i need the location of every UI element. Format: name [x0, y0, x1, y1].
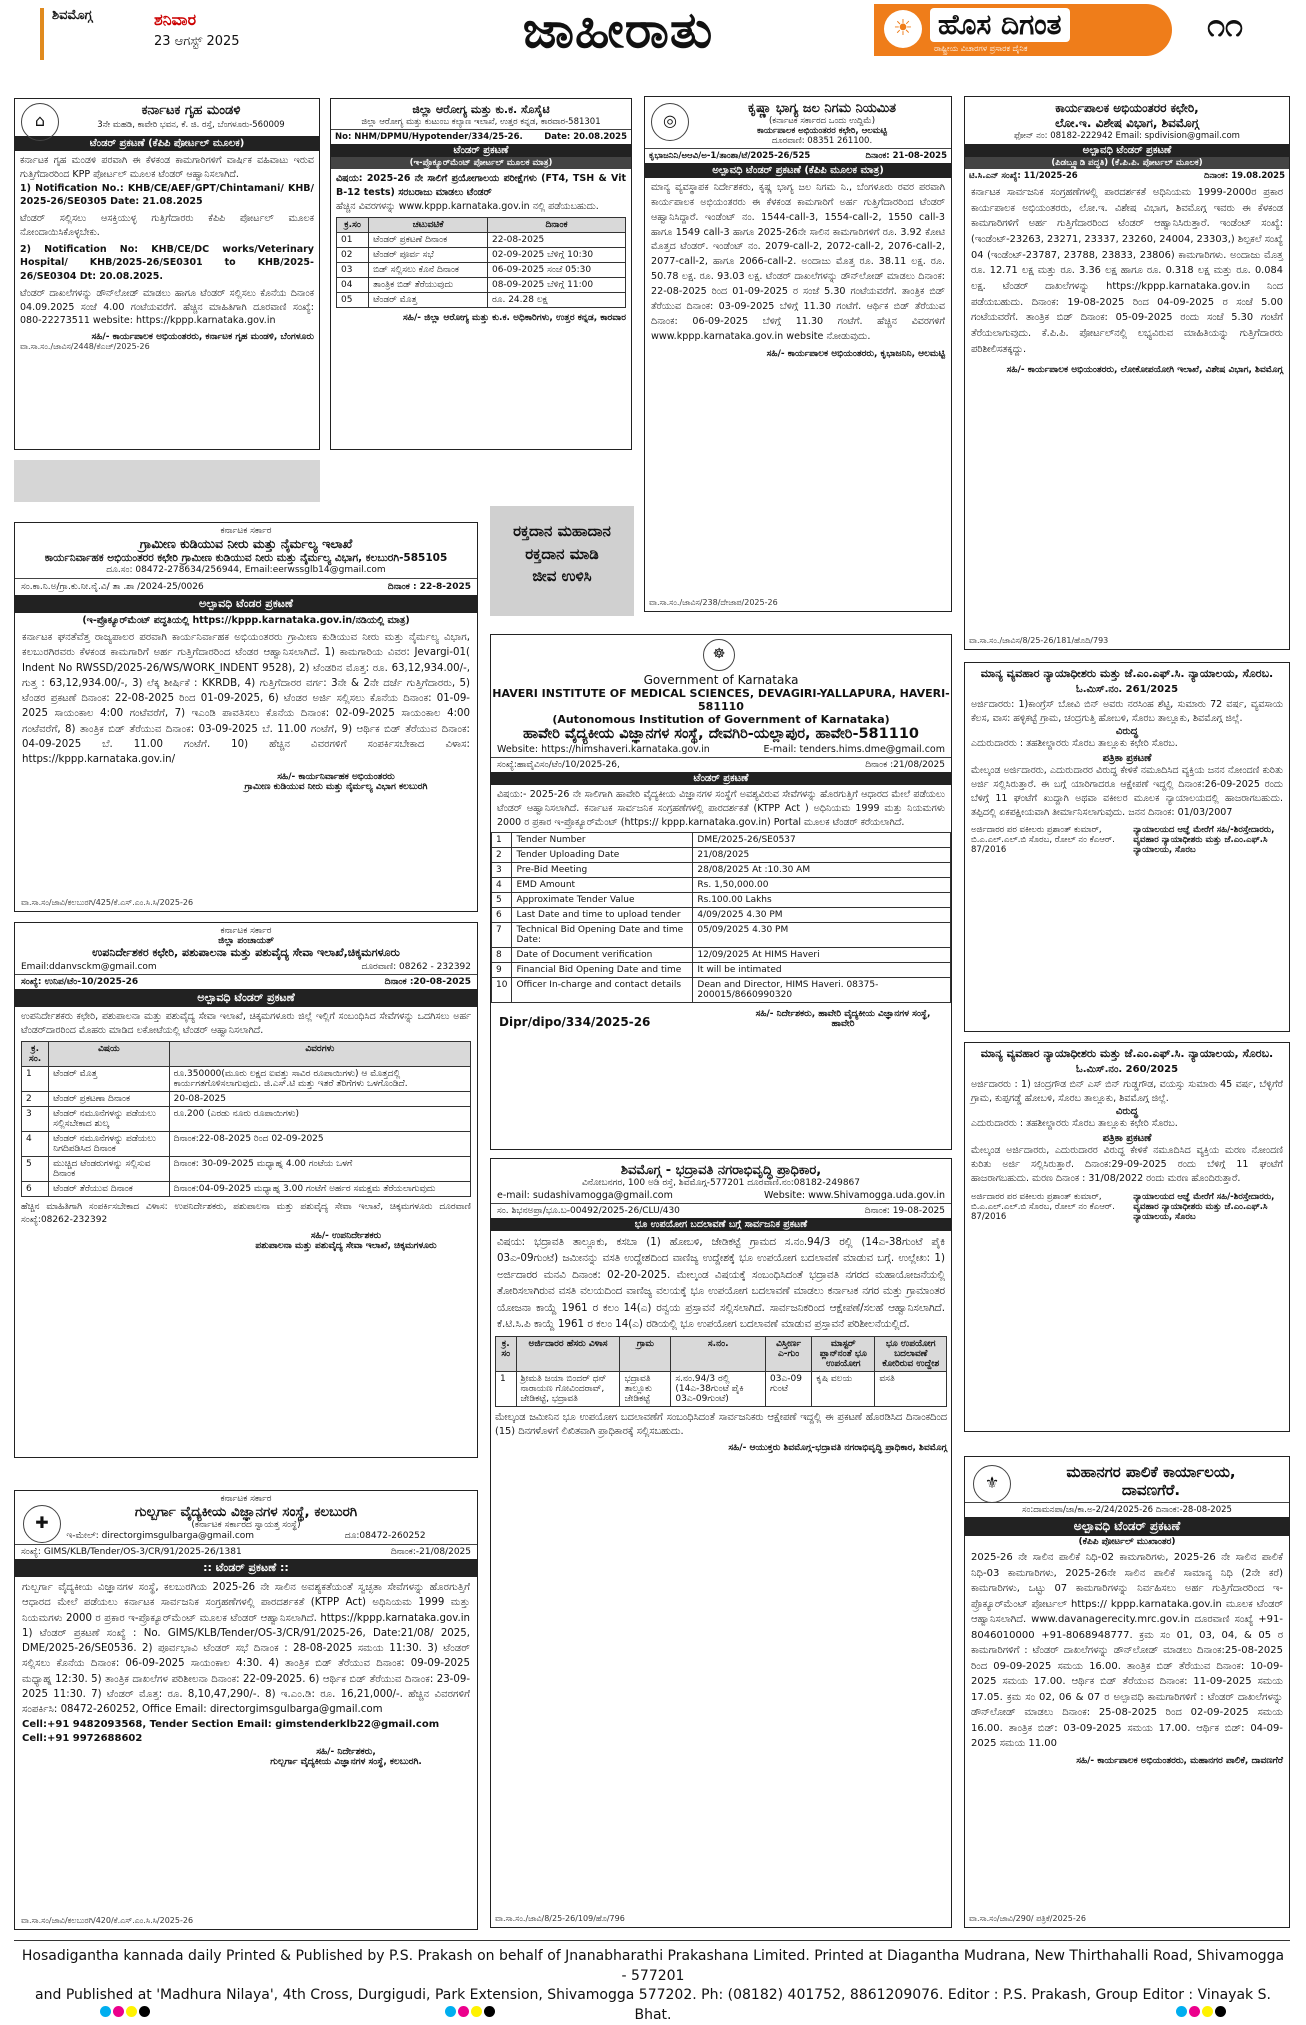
ad-title: ಕರ್ನಾಟಕ ಗೃಹ ಮಂಡಳಿ	[141, 103, 241, 118]
ad-gims-kalaburagi	[14, 1490, 478, 1930]
ad-bar: ಟೆಂಡರ್ ಪ್ರಕಟಣೆ (ಕೆಪಿಪಿ ಪೋರ್ಟಲ್ ಮೂಲಕ)	[15, 136, 319, 151]
table-row	[492, 908, 951, 923]
header-city: ಶಿವಮೊಗ್ಗ	[52, 8, 93, 23]
ad-title: ಕಾರ್ಯಪಾಲಕ ಅಭಿಯಂತರರ ಕಛೇರಿ,	[1055, 101, 1199, 115]
ad-bar: ಟೆಂಡರ್ ಪ್ರಕಟಣೆ	[331, 144, 631, 157]
ad-ref: ಸಂಖ್ಯೆ: ಉನಿಪ/ಟೆಂ-10/2025-26	[21, 977, 139, 987]
table-cell: 1	[492, 833, 512, 848]
gims-logo-icon: ✚	[23, 1505, 61, 1543]
ad-ref: ಸಂಖ್ಯೆ:ಹಾವೈವಿಸಂ/ಟೆಂ/10/2025-26,	[497, 760, 620, 770]
ad-office: ಕಾರ್ಯಪಾಲಕ ಅಭಿಯಂತರರ ಕಛೇರಿ, ಆಲಮಟ್ಟಿ	[757, 126, 887, 136]
ad-address: ವಿನೋಬನಗರ, 100 ಅಡಿ ರಸ್ತೆ, ಶಿವಮೊಗ್ಗ-577201 ದೂರವಾಣಿ.ನಂ:08182-249867	[581, 1178, 861, 1188]
table-cell: ಚಟುವಟಿಕೆ	[369, 218, 488, 233]
ad-ref-bottom: Dipr/dipo/334/2025-26	[499, 1015, 651, 1030]
table-cell: ಮಾಸ್ಟರ್ ಪ್ಲಾನ್‌ನಂತೆ ಭೂ ಉಪಯೋಗ	[812, 1336, 875, 1371]
table-cell: ಕ್ರ. ಸಂ	[496, 1336, 517, 1371]
ad-signature: ಸಹಿ/- ಕಾರ್ಯಪಾಲಕ ಅಭಿಯಂತರರು, ಕೃಭಾಜನಿನಿ, ಆಲಮಟ್ಟಿ	[766, 349, 945, 360]
ad-sub: (ಕರ್ನಾಟಕ ಸರ್ಕಾರದ ಸ್ವಾಯತ್ತ ಸಂಸ್ಥೆ)	[191, 1520, 301, 1530]
ad-office: ಕಾರ್ಯನಿರ್ವಾಹಕ ಅಭಿಯಂತರರ ಕಛೇರಿ ಗ್ರಾಮೀಣ ಕುಡಿಯುವ ನೀರು ಮತ್ತು ನೈರ್ಮಲ್ಯ ವಿಭಾಗ, ಕಲಬುರಗಿ-585105	[44, 552, 448, 564]
imprint-line-2: and Published at 'Madhura Nilaya', 4th Cross, Durgigudi, Park Extension, Shivamogga 577202. Ph: (08182) 401752, 8861209076. Editor : P.S. Prakash, Group Editor : Vinayak S. Bhat.	[35, 1987, 1271, 2023]
ad-body: 2025-26 ನೇ ಸಾಲಿನ ಪಾಲಿಕೆ ನಿಧಿ-02 ಕಾಮಗಾರಿಗಳು, 2025-26 ನೇ ಸಾಲಿನ ಪಾಲಿಕೆ ನಿಧಿ-03 ಕಾಮಗಾರಿಗಳು, 2025-26ನೇ ಸಾಲಿನ ಪಾಲಿಕೆ ಸಾಮಾನ್ಯ ನಿಧಿ (2ನೇ ಕರೆ) ಕಾಮಗಾರಿಗಳು, ಒಟ್ಟು 07 ಕಾಮಗಾರಿಗಳನ್ನು ನಿರ್ವಹಿಸಲು ಅರ್ಹ ಗುತ್ತಿಗೆದಾರರಿಂದ ಇ-ಪ್ರೊಕ್ಯೂರ್‌ಮೆಂಟ್ ಪೋರ್ಟಲ್ https:// kppp.karnataka.gov.in ಮೂಲಕ ಟೆಂಡರ್ ಆಹ್ವಾನಿಸಲಾಗಿದೆ. www.davanagerecity.mrc.gov.in ದೂರವಾಣಿ ಸಂಖ್ಯೆ +91-8046010000 +91-8068948777. ಕ್ರಮ ಸಂ 01, 03, 04, & 05 ರ ಕಾಮಗಾರಿಗಳಿಗೆ : ಟೆಂಡರ್ ದಾಖಲೆಗಳನ್ನು ಡೌನ್‌ಲೋಡ್ ಮಾಡಲು ದಿನಾಂಕ:25-08-2025 ರಿಂದ 09-09-2025 ಸಮಯ 16.00. ತಾಂತ್ರಿಕ ಬಿಡ್ ತೆರೆಯುವ ದಿನಾಂಕ: 10-09-2025 ಸಮಯ 17.00. ಆರ್ಥಿಕ ಬಿಡ್ ತೆರೆಯುವ ದಿನಾಂಕ: 11-09-2025 ಸಮಯ 17.05. ಕ್ರಮ ಸಂ 02, 06 & 07 ರ ಅಲ್ಪಾವಧಿ ಕಾಮಗಾರಿಗಳಿಗೆ : ಟೆಂಡರ್ ದಾಖಲೆಗಳನ್ನು ಡೌನ್‌ಲೋಡ್ ಮಾಡಲು ದಿನಾಂಕ: 25-08-2025 ರಿಂದ 02-09-2025 ಸಮಯ 16.00. ತಾಂತ್ರಿಕ ಬಿಡ್: 03-09-2025 ಸಮಯ 17.00. ಆರ್ಥಿಕ ಬಿಡ್: 04-09-2025 ಸಮಯ 11.00	[971, 1552, 1283, 1749]
table-cell: Rs.100.00 Lakhs	[693, 893, 951, 908]
table-cell: 7	[492, 923, 512, 948]
table-cell: ದಿನಾಂಕ: 30-09-2025 ಮಧ್ಯಾಹ್ನ 4.00 ಗಂಟೆಯ ಒಳಗೆ	[169, 1156, 470, 1181]
table-cell: Pre-Bid Meeting	[512, 863, 693, 878]
ad-housing-board	[14, 98, 320, 450]
housing-board-logo-icon: ⌂	[21, 103, 59, 141]
table-cell: 12/09/2025 At HIMS Haveri	[693, 948, 951, 963]
table-row	[337, 248, 626, 263]
table-cell: ವಿಷಯ	[49, 1041, 170, 1066]
table-row	[22, 1041, 471, 1066]
ad-animal-husbandry	[14, 922, 478, 1458]
table-cell: 3	[22, 1106, 49, 1131]
table-row	[337, 278, 626, 293]
ad-kbjnl	[644, 96, 952, 612]
ad-ref-bottom: ವಾ.ಸಾ.ಸಂ/ಜಾವಿ/ಕಲಬುರಗಿ/420/ಕೆ.ಎಸ್.ಎಂ.ಸಿ.ಸಿ/2025-26	[21, 1916, 194, 1925]
ad-contact: Cell:+91 9482093568, Tender Section Email: gimstenderklb22@gmail.com	[22, 1718, 440, 1730]
tender-table	[491, 832, 951, 1003]
page-number: ೧೧	[1207, 6, 1243, 44]
registration-dot	[1176, 2006, 1187, 2017]
table-cell: Financial Bid Opening Date and time	[512, 963, 693, 978]
ad-phone: ದೂರವಾಣಿ: 08262 - 232392	[361, 962, 471, 972]
versus: ವಿರುದ್ಧ	[1115, 725, 1139, 737]
table-row	[22, 1181, 471, 1196]
ad-ref: ಸಂ.ಕಾ.ನಿ.ಅ/ಗ್ರಾ.ಕು.ನೀ.ನೈ.ವಿ/ ತಾ .ಶಾ /2024-25/0026	[21, 582, 204, 592]
table-cell: ಭೂ ಉಪಯೋಗ ಬದಲಾವಣೆ ಕೋರಿರುವ ಉದ್ದೇಶ	[875, 1336, 947, 1371]
ad-body-2: ಮೇಲ್ಕಂಡ ಜಮೀನಿನ ಭೂ ಉಪಯೋಗ ಬದಲಾವಣೆಗೆ ಸಂಬಂಧಿಸಿದಂತೆ ಸಾರ್ವಜನಿಕರು ಆಕ್ಷೇಪಣೆ ಇದ್ದಲ್ಲಿ ಈ ಪ್ರಕಟಣೆ ಹೊರಡಿಸಿದ ದಿನಾಂಕದಿಂದ (15) ದಿನಗಳೊಳಗೆ ಲಿಖಿತವಾಗಿ ಪ್ರಾಧಿಕಾರಕ್ಕೆ ಸಲ್ಲಿಸಬಹುದು.	[495, 1411, 947, 1438]
ad-ref: ವಾ.ಸಾ.ಸಂ./ಜಾವಿಸ/2448/ಕೆಎಚ್/2025-26	[20, 342, 150, 352]
table-cell: 6	[492, 908, 512, 923]
table-cell: 1	[22, 1066, 49, 1091]
ad-court-261	[964, 662, 1290, 1032]
table-cell: Technical Bid Opening Date and time Date:	[512, 923, 693, 948]
ad-gov: Government of Karnataka	[643, 673, 799, 687]
brand-logo	[874, 4, 1172, 56]
ad-title: ಗ್ರಾಮೀಣ ಕುಡಿಯುವ ನೀರು ಮತ್ತು ನೈರ್ಮಲ್ಯ ಇಲಾಖೆ	[139, 536, 353, 551]
table-cell: 4	[22, 1131, 49, 1156]
header-date-block	[40, 8, 260, 60]
ad-note: ಹೆಚ್ಚಿನ ಮಾಹಿತಿಗಾಗಿ ಸಂಪರ್ಕಿಸಬೇಕಾದ ವಿಳಾಸ: ಉಪನಿರ್ದೇಶಕರು, ಪಶುಪಾಲನಾ ಮತ್ತು ಪಶುವೈದ್ಯ ಸೇವಾ ಇಲಾಖೆ, ಚಿಕ್ಕಮಗಳೂರು ದೂರವಾಣಿ ಸಂಖ್ಯೆ:08262-232392	[21, 1201, 471, 1225]
table-row	[492, 978, 951, 1003]
ad-office: ಉಪನಿರ್ದೇಶಕರ ಕಛೇರಿ, ಪಶುಪಾಲನಾ ಮತ್ತು ಪಶುವೈದ್ಯ ಸೇವಾ ಇಲಾಖೆ,ಚಿಕ್ಕಮಗಳೂರು	[92, 946, 400, 959]
table-cell: ಗ್ರಾಮ	[620, 1336, 671, 1371]
ad-phone: ದೂ:08472-260252	[344, 1531, 426, 1541]
blood-line-1: ರಕ್ತದಾನ ಮಹಾದಾನ	[513, 522, 611, 540]
ad-title: ಶಿವಮೊಗ್ಗ - ಭದ್ರಾವತಿ ನಗರಾಭಿವೃದ್ಧಿ ಪ್ರಾಧಿಕಾರ,	[620, 1163, 822, 1178]
registration-dot	[1215, 2006, 1226, 2017]
petitioner: ಅರ್ಜಿದಾರರು: 1)ಕಾಂಗ್ರೆಸ್ ಬೋವಿ ಬಿನ್ ಅವರು ನರಸಿಂಹ ಶೆಟ್ಟಿ, ಸುಮಾರು 72 ವರ್ಷ, ವ್ಯವಸಾಯ ಕೆಲಸ, ವಾಸ: ಹಳ್ಳಿಕಟ್ಟೆ ಗ್ರಾಮ, ಚಂದ್ರಗುತ್ತಿ ಹೋಬಳಿ, ಸೊರಬ ತಾಲ್ಲೂಕು, ಶಿವಮೊಗ್ಗ ಜಿಲ್ಲೆ.	[971, 699, 1283, 724]
registration-dot	[445, 2006, 456, 2017]
ad-signature: ಸಹಿ/- ನಿರ್ದೇಶಕರು,	[316, 1746, 376, 1757]
ad-title: ಮಾನ್ಯ ವ್ಯವಹಾರ ನ್ಯಾಯಾಧೀಶರು ಮತ್ತು ಜೆ.ಎಂ.ಎಫ್.ಸಿ. ನ್ಯಾಯಾಲಯ, ಸೊರಬ.	[980, 1047, 1274, 1060]
ad-email: e-mail: sudashivamogga@gmail.com	[497, 1190, 673, 1201]
ad-gov: ಕರ್ನಾಟಕ ಸರ್ಕಾರ	[220, 926, 272, 936]
ad-bar-sub: (ಇ-ಪ್ರೊಕ್ಯೂರ್‌ಮೆಂಟ್ ಪದ್ಧತಿಯಲ್ಲಿ https://kppp.karnataka.gov.in/ನಡಿಯಲ್ಲಿ ಮಾತ್ರ)	[82, 615, 410, 626]
ad-gov: ಕರ್ನಾಟಕ ಸರ್ಕಾರ	[220, 526, 272, 536]
ad-filler: ಟೆಂಡರ್ ಸಲ್ಲಿಸಲು ಆಸಕ್ತಿಯುಳ್ಳ ಗುತ್ತಿಗೆದಾರರು ಕೆಪಿಪಿ ಪೋರ್ಟಲ್ ಮೂಲಕ ನೋಂದಾಯಿಸಿಕೊಳ್ಳಬೇಕು.	[20, 213, 314, 238]
ad-signature: ಸಹಿ/- ಕಾರ್ಯಪಾಲಕ ಅಭಿಯಂತರರು, ಕರ್ನಾಟಕ ಗೃಹ ಮಂಡಳಿ, ಬೆಂಗಳೂರು	[91, 332, 314, 343]
ad-bar-sub: (ಪಿಡಬ್ಲ್ಯೂಡಿ ಪದ್ಧತಿ) (ಕೆ.ಪಿ.ಪಿ. ಪೋರ್ಟಲ್ ಮೂಲಕ)	[965, 157, 1289, 169]
blood-line-2: ರಕ್ತದಾನ ಮಾಡಿ	[525, 544, 599, 563]
ad-body: ಮಾನ್ಯ ವ್ಯವಸ್ಥಾಪಕ ನಿರ್ದೇಶಕರು, ಕೃಷ್ಣ ಭಾಗ್ಯ ಜಲ ನಿಗಮ ನಿ., ಬೆಂಗಳೂರು ರವರ ಪರವಾಗಿ ಕಾರ್ಯಪಾಲಕ ಅಭಿಯಂತರರು ಈ ಕೆಳಕಂಡ ಕಾಮಗಾರಿಗೆ ಅರ್ಹ ಗುತ್ತಿಗೆದಾರರಿಂದ ಟೆಂಡರ್ ಆಹ್ವಾನಿಸಿದ್ದಾರೆ. ಇಂಡೆಂಟ್ ನಂ. 1544-call-3, 1554-call-2, 1550 call-3 ಹಾಗೂ 1549 call-3 ಹಾಗೂ 2025-26ನೇ ಸಾಲಿನ ಕಾಮಗಾರಿಗಳಿಗೆ ರೂ. 3.92 ಕೋಟಿ ಮೊತ್ತದ ಟೆಂಡರ್. ಇಂಡೆಂಟ್ ನಂ. 2079-call-2, 2072-call-2, 2076-call-2, 2077-call-2, ಹಾಗೂ 2066-call-2. ಅಂದಾಜು ಮೊತ್ತ ರೂ. 38.11 ಲಕ್ಷ. ರೂ. 50.78 ಲಕ್ಷ. ರೂ. 93.03 ಲಕ್ಷ. ಟೆಂಡರ್ ದಾಖಲೆಗಳನ್ನು ಡೌನ್‌ಲೋಡ್ ಮಾಡಲು ದಿನಾಂಕ: 22-08-2025 ರಿಂದ 01-09-2025 ರ ಸಂಜೆ 5.30 ಗಂಟೆಯವರೆಗೆ. ತಾಂತ್ರಿಕ ಬಿಡ್ ತೆರೆಯುವ ದಿನಾಂಕ: 03-09-2025 ಬೆಳಿಗ್ಗೆ 11.30 ಗಂಟೆಗೆ. ಆರ್ಥಿಕ ಬಿಡ್ ತೆರೆಯುವ ದಿನಾಂಕ: 06-09-2025 ಬೆಳಿಗ್ಗೆ 11.30 ಗಂಟೆಗೆ. ಹೆಚ್ಚಿನ ವಿವರಗಳಿಗೆ www.kppp.karnataka.gov.in website ನೋಡುವುದು.	[651, 182, 945, 342]
table-cell: Dean and Director, HIMS Haveri. 08375- 200015/8660990320	[693, 978, 951, 1003]
ad-contact: ದೂ.ಸಂ: 08472-278634/256944, Email:eerwssglb14@gmail.com	[106, 565, 386, 575]
ad-title: HAVERI INSTITUTE OF MEDICAL SCIENCES, DEVAGIRI-YALLAPURA, HAVERI-581110	[492, 687, 950, 713]
ad-ref-bottom: ವಾ.ಸಾ.ಸಂ./ಜಾವಿ/8/25-26/109/ಹೊ/796	[495, 1914, 625, 1923]
ad-hims-haveri	[490, 634, 952, 1150]
table-cell: Officer In-charge and contact details	[512, 978, 693, 1003]
ad-email: E-mail: tenders.hims.dme@gmail.com	[763, 744, 945, 755]
table-cell: 03	[337, 263, 369, 278]
ad-signature: ಸಹಿ/- ಉಪನಿರ್ದೇಶಕರು	[310, 1230, 382, 1241]
notice-heading: ಪತ್ರಿಕಾ ಪ್ರಕಟಣೆ	[1102, 753, 1152, 765]
blood-line-3: ಜೀವ ಉಳಿಸಿ	[532, 567, 592, 585]
table-cell: ಟೆಂಡರ್ ನಮೂನೆಗಳನ್ನು ಪಡೆಯಲು ನಿಗದಿಪಡಿಸಿದ ದಿನಾಂಕ	[49, 1131, 170, 1156]
registration-marks-center	[445, 2002, 497, 2014]
table-cell: ಕೃಷಿ ವಲಯ	[812, 1371, 875, 1406]
case-number: ಓ.ಮಿಸ್.ನಂ. 260/2025	[1075, 1064, 1179, 1075]
table-cell: 2	[492, 848, 512, 863]
table-cell: ಬಿಡ್ ಸಲ್ಲಿಸಲು ಕೊನೆ ದಿನಾಂಕ	[369, 263, 488, 278]
notice-body: ಮೇಲ್ಕಂಡ ಅರ್ಜಿದಾರರು, ಎದುರುದಾರರ ವಿರುದ್ಧ ಕೇಳಿಕೆ ನಮೂದಿಸಿದ ವ್ಯಕ್ತಿಯ ಮರಣ ನೋಂದಣಿ ಕುರಿತು ಅರ್ಜಿ ಸಲ್ಲಿಸಿರುತ್ತಾರೆ. ದಿನಾಂಕ:29-09-2025 ರಂದು ಬೆಳಿಗ್ಗೆ 11 ಘಂಟೆಗೆ ಹಾಜರಾಗಬಹುದು. ಮರಣ ದಿನಾಂಕ : 31/08/2022 ರಂದು ಮರಣ ಹೊಂದಿರುತ್ತಾರೆ.	[971, 1145, 1283, 1184]
table-cell: ದಿನಾಂಕ	[487, 218, 625, 233]
ad-davanagere-corporation	[964, 1456, 1290, 1928]
table-cell: 03ಎ-09 ಗುಂಟೆ	[766, 1371, 812, 1406]
table-cell: Tender Number	[512, 833, 693, 848]
table-cell: ಟೆಂಡರ್ ತೆರೆಯುವ ದಿನಾಂಕ	[49, 1181, 170, 1196]
ad-title-kn: ಹಾವೇರಿ ವೈದ್ಯಕೀಯ ವಿಜ್ಞಾನಗಳ ಸಂಸ್ಥೆ, ದೇವಗಿರಿ-ಯಲ್ಲಾಪುರ, ಹಾವೇರಿ-581110	[523, 726, 919, 742]
table-cell: 1	[496, 1371, 517, 1406]
table-cell: 10	[492, 978, 512, 1003]
table-cell: ದಿನಾಂಕ:04-09-2025 ಮಧ್ಯಾಹ್ನ 3.00 ಗಂಟೆಗೆ ಅರ್ಹರ ಸಮಕ್ಷಮ ತೆರೆಯಲಾಗುವುದು	[169, 1181, 470, 1196]
ad-email: ಇ-ಮೇಲ್: directorgimsgulbarga@gmail.com	[66, 1531, 255, 1541]
ad-title: ಮಾನ್ಯ ವ್ಯವಹಾರ ನ್ಯಾಯಾಧೀಶರು ಮತ್ತು ಜೆ.ಎಂ.ಎಫ್.ಸಿ. ನ್ಯಾಯಾಲಯ, ಸೊರಬ.	[980, 667, 1274, 680]
notice-heading: ಪತ್ರಿಕಾ ಪ್ರಕಟಣೆ	[1102, 1133, 1152, 1145]
imprint-line-1: Hosadigantha kannada daily Printed & Published by P.S. Prakash on behalf of Jnanabharathi Prakashana Limited. Printed at Diagantha Mudrana, New Thirthahalli Road, Shivamogga - 577201	[21, 1948, 1285, 1984]
imprint	[20, 1947, 1286, 2025]
ad-sub: (ಕರ್ನಾಟಕ ಸರ್ಕಾರದ ಒಂದು ಉದ್ದಿಮೆ)	[768, 116, 876, 126]
brand-name: ಹೊಸ ದಿಗಂತ	[930, 8, 1070, 42]
ad-bar: :: ಟೆಂಡರ್ ಪ್ರಕಟಣೆ ::	[15, 1559, 477, 1577]
table-cell: 06-09-2025 ಸಂಜೆ 05:30	[487, 263, 625, 278]
ad-court-260	[964, 1042, 1290, 1432]
ad-signature: ಸಹಿ/- ಕಾರ್ಯನಿರ್ವಾಹಕ ಅಭಿಯಂತರರು	[277, 771, 395, 782]
table-cell: Date of Document verification	[512, 948, 693, 963]
ad-rdws-kalaburagi	[14, 522, 478, 912]
ad-sub: ಜಿಲ್ಲಾ ಪಂಚಾಯತ್	[218, 936, 274, 946]
ad-bar: ಭೂ ಉಪಯೋಗ ಬದಲಾವಣೆ ಬಗ್ಗೆ ಸಾರ್ವಜನಿಕ ಪ್ರಕಟಣೆ	[491, 1218, 951, 1231]
ad-date: Date: 20.08.2025	[544, 132, 627, 142]
ad-body: ಕರ್ನಾಟಕ ಸಾರ್ವಜನಿಕ ಸಂಗ್ರಹಣೆಗಳಲ್ಲಿ ಪಾರದರ್ಶಕತೆ ಅಧಿನಿಯಮ 1999-2000ರ ಪ್ರಕಾರ ಕಾರ್ಯಪಾಲಕ ಅಭಿಯಂತರರು, ಲೋ.ಇ. ವಿಶೇಷ ವಿಭಾಗ, ಶಿವಮೊಗ್ಗ ಇವರು ಈ ಕೆಳಕಂಡ ಕಾಮಗಾರಿಗಳಿಗೆ ಅರ್ಹ ಗುತ್ತಿಗೆದಾರರಿಂದ ಟೆಂಡರ್ ಆಹ್ವಾನಿಸಿರುತ್ತಾರೆ. ಇಂಡೆಂಟ್ ಸಂಖ್ಯೆ: (ಇಂಡೆಂಟ್-23263, 23271, 23337, 23260, 24004, 23303,) ಶಿಲ್ಪಕಲೆ ಸಂಖ್ಯೆ 04 (ಇಂಡೆಂಟ್-23787, 23788, 23833, 23806) ಕಾಮಗಾರಿಗಳು. ಅಂದಾಜು ಮೊತ್ತ ರೂ. 12.71 ಲಕ್ಷ ಮತ್ತು ರೂ. 3.36 ಲಕ್ಷ ಹಾಗೂ ರೂ. 0.318 ಲಕ್ಷ ಮತ್ತು ರೂ. 0.084 ಲಕ್ಷ. ಟೆಂಡರ್ ದಾಖಲೆಗಳನ್ನು https://kppp.karnataka.gov.in ನಿಂದ ಪಡೆಯಬಹುದು. ದಿನಾಂಕ: 19-08-2025 ರಿಂದ 04-09-2025 ರ ಸಂಜೆ 5.00 ಗಂಟೆಯವರೆಗೆ. ತಾಂತ್ರಿಕ ಬಿಡ್ ದಿನಾಂಕ: 05-09-2025 ರಂದು ಸಂಜೆ 5.30 ಗಂಟೆಗೆ ತೆರೆಯಲಾಗುವುದು. ಕೆ.ಪಿ.ಪಿ. ಪೋರ್ಟಲ್‌ನಲ್ಲಿ ಲಭ್ಯವಿರುವ ಮಾಹಿತಿಯನ್ನು ಗುತ್ತಿಗೆದಾರರು ಪರಿಶೀಲಿಸತಕ್ಕದ್ದು.	[971, 187, 1283, 355]
table-row	[492, 923, 951, 948]
case-number: ಓ.ಮಿಸ್.ನಂ. 261/2025	[1075, 684, 1179, 695]
ad-subject: ವಿಷಯ: 2025-26 ನೇ ಸಾಲಿಗೆ ಪ್ರಯೋಗಾಲಯ ಪರೀಕ್ಷೆಗಳು (FT4, TSH & Vit B-12 tests) ಸರಬರಾಜು ಮಾಡಲು ಟೆಂಡರ್	[336, 173, 626, 198]
ad-sub: ಜಿಲ್ಲಾ ಆರೋಗ್ಯ ಮತ್ತು ಕುಟುಂಬ ಕಲ್ಯಾಣ ಇಲಾಖೆ, ಉತ್ತರ ಕನ್ನಡ, ಕಾರವಾರ-581301	[361, 117, 601, 127]
ad-body: ಹೆಚ್ಚಿನ ವಿವರಗಳನ್ನು www.kppp.karnataka.gov.in ನಲ್ಲಿ ಪಡೆಯಬಹುದು.	[336, 200, 599, 212]
table-cell: EMD Amount	[512, 878, 693, 893]
schedule-table	[21, 1041, 471, 1197]
table-row	[337, 218, 626, 233]
ad-date: ದಿನಾಂಕ:-21/08/2025	[390, 1547, 471, 1557]
ad-phone: ಫೋನ್ ನಂ: 08182-222942 Email: spdivision@gmail.com	[1014, 131, 1240, 141]
table-cell: ಕ್ರ. ಸಂ.	[22, 1041, 49, 1066]
ad-bar: ಅಲ್ಪಾವಧಿ ಟೆಂಡರ್ ಪ್ರಕಟಣೆ (ಕೆಪಿಪಿ ಮೂಲಕ ಮಾತ್ರ)	[645, 163, 951, 178]
ad-ref-bottom: ವಾ.ಸಾ.ಸಂ./ಜಾವಿಸ/238/ದೇಜಾಪ/2025-26	[649, 598, 778, 607]
ad-address: 3ನೇ ಮಹಡಿ, ಕಾವೇರಿ ಭವನ, ಕೆ. ಜಿ. ರಸ್ತೆ, ಬೆಂಗಳೂರು-560009	[97, 120, 285, 130]
table-row	[492, 863, 951, 878]
advocate-signature: ಅರ್ಜಿದಾರರ ಪರ ವಕೀಲರು ಪ್ರಶಾಂತ್ ಕುಮಾರ್, ಬಿ.ಎ.ಎಲ್.ಎಲ್.ಬಿ ಸೊರಬ, ರೋಲ್ ನಂ ಕೆಎಆರ್. 87/2016	[971, 825, 1115, 856]
karnataka-emblem-icon: ☸	[703, 639, 735, 671]
ad-body: ವಿಷಯ: ಭದ್ರಾವತಿ ತಾಲ್ಲೂಕು, ಕಸಬಾ (1) ಹೋಬಳಿ, ಜೇಡಿಕಟ್ಟೆ ಗ್ರಾಮದ ಸ.ನಂ.94/3 ರಲ್ಲಿ (14ಎ-38ಗುಂಟೆ ಪೈಕಿ 03ಎ-09ಗುಂಟೆ) ಜಮೀನನ್ನು ವಸತಿ ಉದ್ದೇಶದಿಂದ ವಾಣಿಜ್ಯ ಉದ್ದೇಶಕ್ಕೆ ಭೂ ಉಪಯೋಗ ಬದಲಾವಣೆ ಮಾಡುವ ಬಗ್ಗೆ. ಉಲ್ಲೇಖ: 1) ಅರ್ಜಿದಾರರ ಮನವಿ ದಿನಾಂಕ: 02-20-2025. ಮೇಲ್ಕಂಡ ವಿಷಯಕ್ಕೆ ಸಂಬಂಧಿಸಿದಂತೆ ಭದ್ರಾವತಿ ನಗರದ ಮಹಾಯೋಜನೆಯಲ್ಲಿ ತೋರಿಸಲಾಗಿರುವ ವಸತಿ ವಲಯದಿಂದ ವಾಣಿಜ್ಯ ವಲಯಕ್ಕೆ ಭೂ ಉಪಯೋಗ ಬದಲಾವಣೆ ಮಾಡಲು ಕರ್ನಾಟಕ ನಗರ ಮತ್ತು ಗ್ರಾಮಾಂತರ ಯೋಜನಾ ಕಾಯ್ದೆ 1961 ರ ಕಲಂ 14(ಎ) ರನ್ವಯ ಪ್ರಸ್ತಾವನೆ ಸಲ್ಲಿಸಲಾಗಿದೆ. ಸಾರ್ವಜನಿಕರಿಂದ ಆಕ್ಷೇಪಣೆ/ಸಲಹೆ ಆಹ್ವಾನಿಸಲಾಗಿದೆ. ಕೆ.ಟಿ.ಸಿ.ಪಿ ಕಾಯ್ದೆ 1961 ರ ಕಲಂ 14(ಎ) ರಡಿಯಲ್ಲಿ ಭೂ ಉಪಯೋಗ ಬದಲಾವಣೆ ಮಾಡುವ ಪ್ರಸ್ತಾವನೆ ಪರಿಶೀಲನೆಯಲ್ಲಿದೆ.	[497, 1236, 945, 1331]
table-row	[22, 1106, 471, 1131]
ad-date: ದಿನಾಂಕ : 22-8-2025	[387, 582, 471, 592]
ad-ref: ಸಂಖ್ಯೆ: GIMS/KLB/Tender/OS-3/CR/91/2025-26/1381	[21, 1547, 242, 1557]
table-cell: 01	[337, 233, 369, 248]
table-row	[492, 878, 951, 893]
respondent: ಎದುರುದಾರರು : ತಹಶೀಲ್ದಾರರು ಸೊರಬ ತಾಲ್ಲೂಕು ಕಛೇರಿ ಸೊರಬ.	[971, 737, 1178, 749]
table-row	[492, 848, 951, 863]
ad-ref: ಸಂ:ದಾಮನಪಾ/ಜಾ/ಕಾ.ಅ-2/24/2025-26 ದಿನಾಂಕ:-28-08-2025	[965, 1502, 1289, 1517]
table-cell: ದಿನಾಂಕ:22-08-2025 ರಿಂದ 02-09-2025	[169, 1131, 470, 1156]
ad-bar: ಅಲ್ಪಾವಧಿ ಟೆಂಡರ್ ಪ್ರಕಟಣೆ	[965, 144, 1289, 157]
table-cell: ರೂ.200 (ಎರಡು ನೂರು ರೂಪಾಯಿಗಳು)	[169, 1106, 470, 1131]
ad-body: ಉಪನಿರ್ದೇಶಕರು ಕಛೇರಿ, ಪಶುಪಾಲನಾ ಮತ್ತು ಪಶುವೈದ್ಯ ಸೇವಾ ಇಲಾಖೆ, ಚಿಕ್ಕಮಗಳೂರು ಜಿಲ್ಲೆ ಇಲ್ಲಿಗೆ ಸಂಬಂಧಿಸಿದ ಸೇವೆಗಳನ್ನು ಒದಗಿಸಲು ಅರ್ಹ ಟೆಂಡರ್‌ದಾರರಿಂದ ಮೊಹರು ಮಾಡಿದ ಲಕೋಟೆಯಲ್ಲಿ ಟೆಂಡರ್ ಆಹ್ವಾನಿಸಲಾಗಿದೆ.	[21, 1011, 471, 1036]
table-row	[496, 1371, 947, 1406]
registration-dot	[484, 2006, 495, 2017]
ad-website: Website: https://himshaveri.karnataka.gov.in	[497, 744, 710, 755]
ad-date: ದಿನಾಂಕ: 19.08.2025	[1204, 171, 1285, 181]
header-date: 23 ಆಗಸ್ಟ್ 2025	[154, 34, 240, 49]
footer-divider	[14, 1940, 1290, 1941]
registration-marks-right	[1176, 2002, 1228, 2014]
table-cell: It will be intimated	[693, 963, 951, 978]
ad-title: ಗುಲ್ಬರ್ಗಾ ವೈದ್ಯಕೀಯ ವಿಜ್ಞಾನಗಳ ಸಂಸ್ಥೆ, ಕಲಬುರಗಿ	[134, 1504, 358, 1520]
table-cell: 05	[337, 293, 369, 308]
table-cell: ತಾಂತ್ರಿಕ ಬಿಡ್ ತೆರೆಯುವುದು	[369, 278, 488, 293]
ad-signature: ಸಹಿ/- ಕಾರ್ಯಪಾಲಕ ಅಭಿಯಂತರರು, ಮಹಾನಗರ ಪಾಲಿಕೆ, ದಾವಣಗೆರೆ	[1076, 1755, 1283, 1766]
kbjnl-logo-icon: ◎	[651, 103, 689, 141]
table-cell: 22-08-2025	[487, 233, 625, 248]
table-row	[492, 963, 951, 978]
ad-bar: ಅಲ್ಪಾವಧಿ ಟೆಂಡರ ಪ್ರಕಟಣೆ	[15, 595, 477, 613]
table-cell: 02-09-2025 ಬೆಳಿಗ್ಗೆ 10:30	[487, 248, 625, 263]
ad-signature: ಸಹಿ/- ಆಯುಕ್ತರು ಶಿವಮೊಗ್ಗ-ಭದ್ರಾವತಿ ನಗರಾಭಿವೃದ್ಧಿ ಪ್ರಾಧಿಕಾರ, ಶಿವಮೊಗ್ಗ	[728, 1443, 947, 1454]
ad-signature: ಸಹಿ/- ಕಾರ್ಯಪಾಲಕ ಅಭಿಯಂತರರು, ಲೋಕೋಪಯೋಗಿ ಇಲಾಖೆ, ವಿಶೇಷ ವಿಭಾಗ, ಶಿವಮೊಗ್ಗ	[1006, 365, 1283, 376]
table-cell: ಟೆಂಡರ್ ಮೊತ್ತ	[49, 1066, 170, 1091]
respondent: ಎದುರುದಾರರು : ತಹಶೀಲ್ದಾರರು ಸೊರಬ ತಾಲ್ಲೂಕು ಕಛೇರಿ ಸೊರಬ.	[971, 1117, 1178, 1129]
ad-title: ಮಹಾನಗರ ಪಾಲಿಕೆ ಕಾರ್ಯಾಲಯ,	[1066, 1463, 1236, 1481]
ad-body: ವಿಷಯ:- 2025-26 ನೇ ಸಾಲಿಗಾಗಿ ಹಾವೇರಿ ವೈದ್ಯಕೀಯ ವಿಜ್ಞಾನಗಳ ಸಂಸ್ಥೆಗೆ ಅವಶ್ಯವಿರುವ ಸೇವೆಗಳನ್ನು ಹೊರಗುತ್ತಿಗೆ ಆಧಾರದ ಮೇಲೆ ಪಡೆಯಲು ಟೆಂಡರ್ ಆಹ್ವಾನಿಸಲಾಗಿದೆ. ಕರ್ನಾಟಕ ಸಾರ್ವಜನಿಕ ಸಂಗ್ರಹಣೆಗಳಲ್ಲಿ ಪಾರದರ್ಶಕತೆ (KTPP Act ) ಅಧಿನಿಯಮ 1999 ಮತ್ತು ನಿಯಮಗಳು 2000 ರ ಪ್ರಕಾರ ಇ-ಪ್ರೊಕ್ಯೂರ್‌ಮೆಂಟ್ (https:// kppp.karnataka.gov.in) Portal ಮೂಲಕ ಟೆಂಡರ್ ಕರೆಯಲಾಗಿದೆ.	[497, 789, 945, 828]
court-signature: ನ್ಯಾಯಾಲಯದ ಆಜ್ಞೆ ಮೇರೆಗೆ ಸಹಿ/-ಶಿರಸ್ತೇದಾರರು, ವ್ಯವಹಾರ ನ್ಯಾಯಾಧೀಶರು ಮತ್ತು ಜೆ.ಎಂ.ಎಫ್.ಸಿ ನ್ಯಾಯಾಲಯ, ಸೊರಬ	[1133, 1191, 1275, 1222]
registration-dot	[139, 2006, 150, 2017]
table-cell: ಶ್ರೀಮತಿ ಜಯಾ ಬಿಂದರ್ ಧನ್ ನಾರಾಯಣ ಗೋವಿಂದರಾವ್, ಜೇಡಿಕಟ್ಟೆ, ಭದ್ರಾವತಿ	[516, 1371, 620, 1406]
table-cell: ಕ್ರ.ಸಂ	[337, 218, 369, 233]
table-cell: 6	[22, 1181, 49, 1196]
table-cell: ವಿವರಗಳು	[169, 1041, 470, 1066]
ad-body: ಗುಲ್ಬರ್ಗಾ ವೈದ್ಯಕೀಯ ವಿಜ್ಞಾನಗಳ ಸಂಸ್ಥೆ, ಕಲಬುರಗಿಯ 2025-26 ನೇ ಸಾಲಿನ ಅವಶ್ಯಕತೆಯಂತೆ ಸ್ವಚ್ಛತಾ ಸೇವೆಗಳನ್ನು ಹೊರಗುತ್ತಿಗೆ ಆಧಾರದ ಮೇಲೆ ಪಡೆಯಲು ಕರ್ನಾಟಕ ಸಾರ್ವಜನಿಕ ಸಂಗ್ರಹಣೆಗಳಲ್ಲಿ ಪಾರದರ್ಶಕತೆ (KTPP Act) ಅಧಿನಿಯಮ 1999 ಮತ್ತು ನಿಯಮಗಳು 2000 ರ ಪ್ರಕಾರ ಇ-ಪ್ರೊಕ್ಯೂರ್‌ಮೆಂಟ್ ಮೂಲಕ ಟೆಂಡರ್ ಆಹ್ವಾನಿಸಲಾಗಿದೆ. https://kppp.karnataka.gov.in 1) ಟೆಂಡರ್ ಪ್ರಕಟಣೆ ಸಂಖ್ಯೆ : No. GIMS/KLB/Tender/OS-3/CR/91/2025-26, Date:21/08/ 2025, DME/2025-26/SE0536. 2) ಪೂರ್ವಭಾವಿ ಟೆಂಡರ್ ಸಭೆ ದಿನಾಂಕ : 28-08-2025 ಸಮಯ 11:30. 3) ಟೆಂಡರ್ ಸಲ್ಲಿಸಲು ಕೊನೆಯ ದಿನಾಂಕ: 06-09-2025 ಸಾಯಂಕಾಲ 4:30. 4) ತಾಂತ್ರಿಕ ಬಿಡ್ ತೆರೆಯುವ ದಿನಾಂಕ: 09-09-2025 ಮಧ್ಯಾಹ್ನ 12:30. 5) ತಾಂತ್ರಿಕ ದಾಖಲೆಗಳ ಪರಿಶೀಲನಾ ದಿನಾಂಕ: 22-09-2025. 6) ಆರ್ಥಿಕ ಬಿಡ್ ತೆರೆಯುವ ದಿನಾಂಕ: 23-09-2025 11:30. 7) ಟೆಂಡರ್ ಮೊತ್ತ: ರೂ. 8,10,47,290/-. 8) ಇ.ಎಂ.ಡಿ: ರೂ. 16,21,000/-. ಹೆಚ್ಚಿನ ವಿವರಗಳಿಗೆ ಸಂಪರ್ಕಿಸಿ: 08472-260252, Office Email: directorgimsgulbarga@gmail.com	[22, 1582, 470, 1716]
table-cell: 4	[492, 878, 512, 893]
registration-dot	[458, 2006, 469, 2017]
ad-ref: ಟಿ.ಸಿ.ಎನ್ ಸಂಖ್ಯೆ: 11/2025-26	[969, 171, 1078, 181]
table-cell: ರೂ. 24.28 ಲಕ್ಷ	[487, 293, 625, 308]
table-cell: 28/08/2025 At :10.30 AM	[693, 863, 951, 878]
table-cell: ವಿಸ್ತೀರ್ಣ ಎ-ಗುಂ	[766, 1336, 812, 1371]
table-row	[22, 1156, 471, 1181]
ad-gov: ಕರ್ನಾಟಕ ಸರ್ಕಾರ	[220, 1494, 272, 1504]
ad-ref: No: NHM/DPMU/Hypotender/334/25-26.	[335, 132, 523, 142]
ad-ref: ಕೃಭಾಜನಿನಿ/ಅಆವಿ/ಅ-1/ತಾಂಶಾ/ಟೆ/2025-26/525	[649, 151, 811, 161]
ad-date: ದಿನಾಂಕ: 19-08-2025	[864, 1206, 945, 1216]
table-cell: 04	[337, 278, 369, 293]
ad-intro: ಕರ್ನಾಟಕ ಗೃಹ ಮಂಡಳಿ ಪರವಾಗಿ ಈ ಕೆಳಕಂಡ ಕಾಮಗಾರಿಗಳಿಗೆ ವಾರ್ಷಿಕ ವಹಿವಾಟು ಇರುವ ಗುತ್ತಿಗೆದಾರರಿಂದ KPP ಪೋರ್ಟಲ್ ಮೂಲಕ ಟೆಂಡರ್ ಆಹ್ವಾನಿಸಲಾಗಿದೆ.	[20, 155, 314, 180]
ad-body: ಕರ್ನಾಟಕ ಘನತೆವೆತ್ತ ರಾಜ್ಯಪಾಲರ ಪರವಾಗಿ ಕಾರ್ಯನಿರ್ವಾಹಕ ಅಭಿಯಂತರರು ಗ್ರಾಮೀಣ ಕುಡಿಯುವ ನೀರು ಮತ್ತು ನೈರ್ಮಲ್ಯ ವಿಭಾಗ, ಕಲಬುರಗಿರವರು ಕೆಳಕಂಡ ಕಾಮಗಾರಿಗೆ ಅರ್ಹ ಗುತ್ತಿಗೆದಾರರಿಂದ ಟೆಂಡರ ಆಹ್ವಾನಿಸಲಾಗಿದೆ. 1) ಕಾಮಗಾರಿಯ ವಿವರ: Jevargi-01( Indent No RWSSD/2025-26/WS/WORK_INDENT 9528), 2) ಟೆಂಡರಿನ ಮೊತ್ತ: ರೂ. 63,12,934.00/-, ಗುತ್ತ : 63,12,934.00/-, 3) ಲೆಕ್ಕ ಶೀರ್ಷಿಕೆ : KKRDB, 4) ಗುತ್ತಿಗೆದಾರರ ವರ್ಗ: 3ನೇ & 2ನೇ ದರ್ಜೆ ಗುತ್ತಿಗೆದಾರರು, 5) ಟೆಂಡರ ಪ್ರಕಟಣೆ ದಿನಾಂಕ: 22-08-2025 ರಿಂದ 01-09-2025, 6) ಟೆಂಡರ ಅರ್ಜಿ ಸಲ್ಲಿಸಲು ಕೊನೆಯ ದಿನಾಂಕ: 01-09-2025 ಸಾಯಂಕಾಲ 4:00 ಗಂಟೆವರೆಗೆ, 7) ಇಎಂಡಿ ಪಾವತಿಸಲು ಕೊನೆಯ ದಿನಾಂಕ: 02-09-2025 ಸಾಯಂಕಾಲ 4:00 ಗಂಟೆವರೆಗೆ, 8) ತಾಂತ್ರಿಕ ಬಿಡ್ ತೆರೆಯುವ ದಿನಾಂಕ: 03-09-2025 ಬೆ. 11.00 ಗಂಟೆಗೆ, 9) ಆರ್ಥಿಕ ಬಿಡ್ ತೆರೆಯುವ ದಿನಾಂಕ: 04-09-2025 ಬೆ. 11.00 ಗಂಟೆಗೆ. 10) ಹೆಚ್ಚಿನ ವಿವರಗಳಿಗೆ ಸಂಪರ್ಕಿಸಬೇಕಾದ ವಿಳಾಸ: https://kppp.karnataka.gov.in/	[22, 632, 470, 766]
table-cell: 8	[492, 948, 512, 963]
ad-ref-bottom: ವಾ.ಸಾ.ಸಂ/ಜಾವಿ/ಕಲಬುರಗಿ/425/ಕೆ.ಎಸ್.ಎಂ.ಸಿ.ಸಿ/2025-26	[21, 898, 194, 907]
table-cell: 02	[337, 248, 369, 263]
table-row	[492, 833, 951, 848]
ad-title: ಜಿಲ್ಲಾ ಆರೋಗ್ಯ ಮತ್ತು ಕು.ಕ. ಸೊಸೈಟಿ	[412, 103, 550, 116]
ad-signature-2: ಗ್ರಾಮೀಣ ಕುಡಿಯುವ ನೀರು ಮತ್ತು ನೈರ್ಮಲ್ಯ ವಿಭಾಗ ಕಲಬುರಗಿ	[244, 781, 428, 792]
table-cell: 3	[492, 863, 512, 878]
table-cell: ಟೆಂಡರ್ ಪ್ರಕಟಣೆ ದಿನಾಂಕ	[369, 233, 488, 248]
table-cell: ಟೆಂಡರ್ ಪ್ರಕಟಣಾ ದಿನಾಂಕ	[49, 1091, 170, 1106]
versus: ವಿರುದ್ಧ	[1115, 1105, 1139, 1117]
ad-pwd-special	[964, 96, 1290, 650]
corporation-emblem-icon: ⚜	[973, 1465, 1011, 1503]
ad-date: ದಿನಾಂಕ: 21-08-2025	[865, 151, 947, 161]
table-cell: 2	[22, 1091, 49, 1106]
table-cell: Rs. 1,50,000.00	[693, 878, 951, 893]
ad-bar-sub: (ಇ-ಪ್ರೊಕ್ಯೂರ್‌ಮೆಂಟ್ ಪೋರ್ಟಲ್ ಮೂಲಕ ಮಾತ್ರ)	[331, 157, 631, 169]
gray-placeholder	[14, 460, 320, 502]
registration-marks-left	[100, 2002, 152, 2014]
ad-website: Website: www.Shivamogga.uda.gov.in	[764, 1190, 945, 1201]
table-cell: 08-09-2025 ಬೆಳಿಗ್ಗೆ 11:00	[487, 278, 625, 293]
table-cell: ಭದ್ರಾವತಿ ತಾಲ್ಲೂಕು ಜೇಡಿಕಟ್ಟೆ	[620, 1371, 671, 1406]
page-title: ಜಾಹೀರಾತು	[522, 0, 714, 59]
ad-bar: ಅಲ್ಪಾವಧಿ ಟೆಂಡರ್ ಪ್ರಕಟಣೆ	[15, 989, 477, 1007]
notification-1: 1) Notification No.: KHB/CE/AEF/GPT/Chintamani/ KHB/ 2025-26/SE0305 Date: 21.08.2025	[20, 182, 314, 208]
table-cell: ಸ.ನಂ.94/3 ರಲ್ಲಿ (14ಎ-38ಗುಂಟೆ ಪೈಕಿ 03ಎ-09ಗುಂಟೆ)	[671, 1371, 766, 1406]
table-cell: 20-08-2025	[169, 1091, 470, 1106]
ad-body: ಟೆಂಡರ್ ದಾಖಲೆಗಳನ್ನು ಡೌನ್‌ಲೋಡ್ ಮಾಡಲು ಹಾಗೂ ಟೆಂಡರ್ ಸಲ್ಲಿಸಲು ಕೊನೆಯ ದಿನಾಂಕ 04.09.2025 ಸಂಜೆ 4.00 ಗಂಟೆಯವರೆಗೆ. ಹೆಚ್ಚಿನ ಮಾಹಿತಿಗಾಗಿ ದೂರವಾಣಿ ಸಂಖ್ಯೆ: 080-22273511 website: https://kppp.karnataka.gov.in	[20, 287, 314, 327]
registration-dot	[113, 2006, 124, 2017]
brand-tagline: ರಾಷ್ಟ್ರೀಯ ವಿಚಾರಗಳ ಪ್ರಸಾರಕ ದೈನಿಕ	[934, 44, 1028, 53]
table-row	[337, 263, 626, 278]
table-row	[337, 233, 626, 248]
ad-title-2: ಲೋ.ಇ. ವಿಶೇಷ ವಿಭಾಗ, ಶಿವಮೊಗ್ಗ	[1055, 116, 1199, 130]
petitioner: ಅರ್ಜಿದಾರರು : 1) ಚಂದ್ರಗೌಡ ಬಿನ್ ಎಸ್ ಬಿನ್ ಗುಡ್ಡಗೌಡ, ವಯಸ್ಸು ಸುಮಾರು 45 ವರ್ಷ, ಬೆಳ್ಳಿಗೆರೆ ಗ್ರಾಮ, ಕುಪ್ಪಗಡ್ಡೆ ಹೋಬಳಿ, ಸೊರಬ ತಾಲ್ಲೂಕು, ಶಿವಮೊಗ್ಗ ಜಿಲ್ಲೆ.	[971, 1079, 1283, 1104]
ad-ref-bottom: ವಾ.ಸಾ.ಸಂ/ಜಾವಿ/290/ ಪತ್ರಿಕೆ/2025-26	[969, 1914, 1086, 1923]
table-row	[22, 1091, 471, 1106]
table-cell: ಟೆಂಡರ್ ಮೊತ್ತ	[369, 293, 488, 308]
ad-signature: ಸಹಿ/- ನಿರ್ದೇಶಕರು, ಹಾವೇರಿ ವೈದ್ಯಕೀಯ ವಿಜ್ಞಾನಗಳ ಸಂಸ್ಥೆ, ಹಾವೇರಿ	[755, 1009, 931, 1030]
table-row	[492, 893, 951, 908]
ad-bar: ಅಲ್ಪಾವಧಿ ಟೆಂಡರ್ ಪ್ರಕಟಣೆ	[965, 1517, 1289, 1536]
table-row	[337, 293, 626, 308]
table-row	[492, 948, 951, 963]
table-cell: 21/08/2025	[693, 848, 951, 863]
table-cell: ಅರ್ಜಿದಾರರ ಹೆಸರು ವಿಳಾಸ	[516, 1336, 620, 1371]
blood-donation-box	[490, 506, 634, 616]
ad-ref-bottom: ವಾ.ಸಾ.ಸಂ./ಜಾವಿಸ/8/25-26/181/ಹೊದಿ/793	[969, 636, 1109, 645]
ad-sub: (Autonomous Institution of Government of Karnataka)	[552, 713, 890, 726]
notice-body: ಮೇಲ್ಕಂಡ ಅರ್ಜಿದಾರರು, ಎದುರುದಾರರ ವಿರುದ್ಧ ಕೇಳಿಕೆ ನಮೂದಿಸಿದ ವ್ಯಕ್ತಿಯ ಜನನ ನೋಂದಣಿ ಕುರಿತು ಅರ್ಜಿ ಸಲ್ಲಿಸಿರುತ್ತಾರೆ. ಈ ಬಗ್ಗೆ ಯಾರಿಗಾದರೂ ಆಕ್ಷೇಪಣೆ ಇದ್ದಲ್ಲಿ ದಿನಾಂಕ:26-09-2025 ರಂದು ಬೆಳಿಗ್ಗೆ 11 ಘಂಟೆಗೆ ಖುದ್ದಾಗಿ ಅಥವಾ ವಕೀಲರ ಮೂಲಕ ನ್ಯಾಯಾಲಯದಲ್ಲಿ ಹಾಜರಾಗಬಹುದು. ತಪ್ಪಿದಲ್ಲಿ ಏಕಪಕ್ಷೀಯವಾಗಿ ತೀರ್ಮಾನಿಸಲಾಗುವುದು. ಜನನ ದಿನಾಂಕ: 01/03/2007	[971, 765, 1283, 818]
table-cell: ರೂ.350000(ಮೂರು ಲಕ್ಷದ ಐವತ್ತು ಸಾವಿರ ರೂಪಾಯಿಗಳು) ಆ ಮೊತ್ತದಲ್ಲಿ ಕಾರ್ಯಗತಗೊಳಿಸಲಾಗುವುದು. ಜಿ.ಎಸ್.ಟಿ ಮತ್ತು ಇತರೆ ತೆರಿಗೆಗಳು ಒಳಗೊಂಡಿದೆ.	[169, 1066, 470, 1091]
table-cell: ಟೆಂಡರ್ ಪೂರ್ವ ಸಭೆ	[369, 248, 488, 263]
table-row	[496, 1336, 947, 1371]
advocate-signature: ಅರ್ಜಿದಾರರ ಪರ ವಕೀಲರು ಪ್ರಶಾಂತ್ ಕುಮಾರ್, ಬಿ.ಎ.ಎಲ್.ಎಲ್.ಬಿ ಸೊರಬ, ರೋಲ್ ನಂ ಕೆಎಆರ್. 87/2016	[971, 1191, 1115, 1222]
registration-dot	[471, 2006, 482, 2017]
ad-signature-2: ಗುಲ್ಬರ್ಗಾ ವೈದ್ಯಕೀಯ ವಿಜ್ಞಾನಗಳ ಸಂಸ್ಥೆ, ಕಲಬುರಗಿ.	[270, 1756, 422, 1767]
table-row	[22, 1131, 471, 1156]
table-cell: 4/09/2025 4.30 PM	[693, 908, 951, 923]
ad-title: ಕೃಷ್ಣಾ ಭಾಗ್ಯ ಜಲ ನಿಗಮ ನಿಯಮಿತ	[747, 101, 897, 116]
notification-2: 2) Notification No: KHB/CE/DC works/Veterinary Hospital/ KHB/2025-26/SE0301 to KHB/2025-26/SE0304 Dt: 20.08.2025.	[20, 243, 314, 283]
table-cell: Approximate Tender Value	[512, 893, 693, 908]
ad-district-health	[330, 98, 632, 450]
ad-phone: ದೂರವಾಣಿ: 08351 261100.	[771, 136, 873, 146]
ad-sbuda	[490, 1158, 952, 1928]
court-signature: ನ್ಯಾಯಾಲಯದ ಆಜ್ಞೆ ಮೇರೆಗೆ ಸಹಿ/-ಶಿರಸ್ತೇದಾರರು, ವ್ಯವಹಾರ ನ್ಯಾಯಾಧೀಶರು ಮತ್ತು ಜೆ.ಎಂ.ಎಫ್.ಸಿ ನ್ಯಾಯಾಲಯ, ಸೊರಬ	[1133, 825, 1275, 856]
registration-dot	[100, 2006, 111, 2017]
sun-logo-icon: ☀	[884, 10, 922, 48]
table-cell: ವಸತಿ	[875, 1371, 947, 1406]
ad-bar-sub: (ಕೆಪಿಪಿ ಪೋರ್ಟಲ್ ಮುಖಾಂತರ)	[1078, 1537, 1176, 1547]
ad-email: Email:ddanvsckm@gmail.com	[21, 962, 157, 972]
ad-cell: Cell:+91 9972688602	[22, 1733, 143, 1745]
table-cell: Last Date and time to upload tender	[512, 908, 693, 923]
registration-dot	[1202, 2006, 1213, 2017]
table-row	[22, 1066, 471, 1091]
table-cell: 9	[492, 963, 512, 978]
table-cell: ಮುಚ್ಚಿದ ಟೆಂಡರುಗಳನ್ನು ಸಲ್ಲಿಸುವ ದಿನಾಂಕ	[49, 1156, 170, 1181]
ad-date: ದಿನಾಂಕ :21/08/2025	[865, 760, 945, 770]
ad-signature: ಸಹಿ/- ಜಿಲ್ಲಾ ಆರೋಗ್ಯ ಮತ್ತು ಕು.ಕ. ಅಧಿಕಾರಿಗಳು, ಉತ್ತರ ಕನ್ನಡ, ಕಾರವಾರ	[403, 313, 626, 324]
ad-signature-2: ಪಶುಪಾಲನಾ ಮತ್ತು ಪಶುವೈದ್ಯ ಸೇವಾ ಇಲಾಖೆ, ಚಿಕ್ಕಮಗಳೂರು	[255, 1240, 437, 1251]
table-cell: 5	[22, 1156, 49, 1181]
schedule-table	[336, 217, 626, 308]
ad-bar: ಟೆಂಡರ್ ಪ್ರಕಟಣೆ	[491, 772, 951, 785]
ad-title-2: ದಾವಣಗೆರೆ.	[1121, 1481, 1181, 1499]
registration-dot	[1189, 2006, 1200, 2017]
registration-dot	[126, 2006, 137, 2017]
land-use-table	[495, 1336, 947, 1407]
table-cell: DME/2025-26/SE0537	[693, 833, 951, 848]
table-cell: ಟೆಂಡರ್ ನಮೂನೆಗಳನ್ನು ಪಡೆಯಲು ಸಲ್ಲಿಸಬೇಕಾದ ಶುಲ್ಕ	[49, 1106, 170, 1131]
ad-ref: ಸಂ. ಶಿಭನಅಪ್ರಾ/ಭೂ.ಬ-00492/2025-26/CLU/430	[497, 1206, 680, 1216]
table-cell: ಸ.ನಂ.	[671, 1336, 766, 1371]
table-cell: 05/09/2025 4.30 PM	[693, 923, 951, 948]
header-day: ಶನಿವಾರ	[154, 10, 197, 29]
table-cell: 5	[492, 893, 512, 908]
table-cell: Tender Uploading Date	[512, 848, 693, 863]
ad-date: ದಿನಾಂಕ :20-08-2025	[384, 977, 471, 987]
